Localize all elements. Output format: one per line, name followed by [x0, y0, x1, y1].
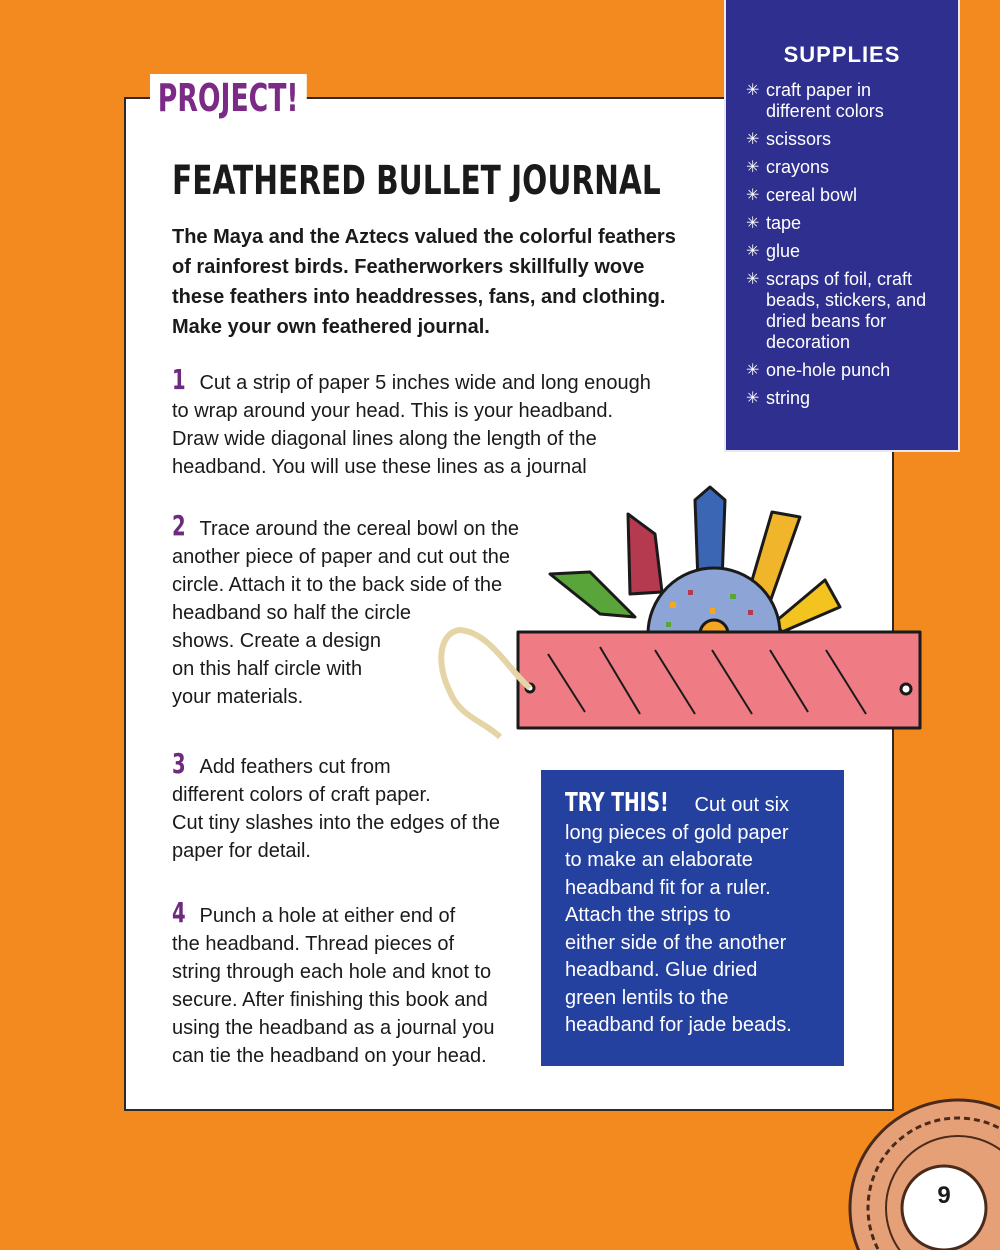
- asterisk-bullet-icon: ✳: [746, 243, 760, 260]
- asterisk-bullet-icon: ✳: [746, 131, 760, 148]
- step-4: 4 Punch a hole at either end of the headband. Thread pieces of string through each hole and knot to secure. After finishing this book and using the headband as a journal you can tie the headband on your head.: [172, 896, 495, 1067]
- mayan-medallion-icon: [848, 1098, 1000, 1250]
- asterisk-bullet-icon: ✳: [746, 215, 760, 232]
- step-1: 1 Cut a strip of paper 5 inches wide and long enough to wrap around your head. This is your headband. Draw wide diagonal lines along the length of the headband. You will use these lines as a journal: [172, 363, 651, 478]
- supply-item: ✳ string: [746, 388, 811, 408]
- supply-item: ✳ one-hole punch: [746, 360, 891, 380]
- intro-paragraph: The Maya and the Aztecs valued the colorful feathers of rainforest birds. Featherworkers skillfully wove these feathers into headdresses, fans, and clothing. Make your own feathered journal.: [172, 226, 676, 338]
- step-number: 2: [172, 509, 186, 542]
- feather-icon: [628, 514, 662, 594]
- supply-item: ✳ glue: [746, 241, 801, 261]
- page-number: 9: [937, 1182, 951, 1209]
- supplies-box: [724, 0, 960, 452]
- page-title: FEATHERED BULLET JOURNAL: [172, 158, 661, 204]
- step-number: 4: [172, 896, 186, 929]
- asterisk-bullet-icon: ✳: [746, 390, 760, 407]
- feather-icon: [550, 572, 635, 617]
- project-tag: PROJECT!: [150, 74, 306, 120]
- asterisk-bullet-icon: ✳: [746, 271, 760, 288]
- step-3: 3 Add feathers cut from different colors of craft paper. Cut tiny slashes into the edges of the paper for detail.: [172, 747, 500, 862]
- supply-item: ✳ craft paper in different colors: [746, 80, 884, 121]
- supply-item: ✳ crayons: [746, 157, 830, 177]
- supply-item: ✳ cereal bowl: [746, 185, 858, 205]
- try-this-label: TRY THIS!: [565, 788, 669, 818]
- asterisk-bullet-icon: ✳: [746, 187, 760, 204]
- supply-item: ✳ tape: [746, 213, 802, 233]
- supplies-heading: SUPPLIES: [783, 42, 901, 67]
- supply-item: ✳ scraps of foil, craft beads, stickers, and dried beans for decoration: [746, 269, 927, 352]
- feather-icon: [775, 580, 840, 632]
- asterisk-bullet-icon: ✳: [746, 82, 760, 99]
- asterisk-bullet-icon: ✳: [746, 362, 760, 379]
- feathered-headband-illustration: [430, 482, 930, 752]
- try-this-box: TRY THIS! Cut out six long pieces of gold paper to make an elaborate headband fit for a ruler. Attach the strips to either side of the another headband. Glue dried green lentils to the headband for jade beads.: [541, 770, 844, 1066]
- supplies-list: [726, 80, 958, 409]
- step-2: 2 Trace around the cereal bowl on the another piece of paper and cut out the circle. Attach it to the back side of the headband so half the circle shows. Create a design on this half circle with your materials.: [172, 509, 519, 708]
- headband-strip: [518, 632, 920, 728]
- supply-item: ✳ scissors: [746, 129, 832, 149]
- asterisk-bullet-icon: ✳: [746, 159, 760, 176]
- step-number: 1: [172, 363, 186, 396]
- step-number: 3: [172, 747, 186, 780]
